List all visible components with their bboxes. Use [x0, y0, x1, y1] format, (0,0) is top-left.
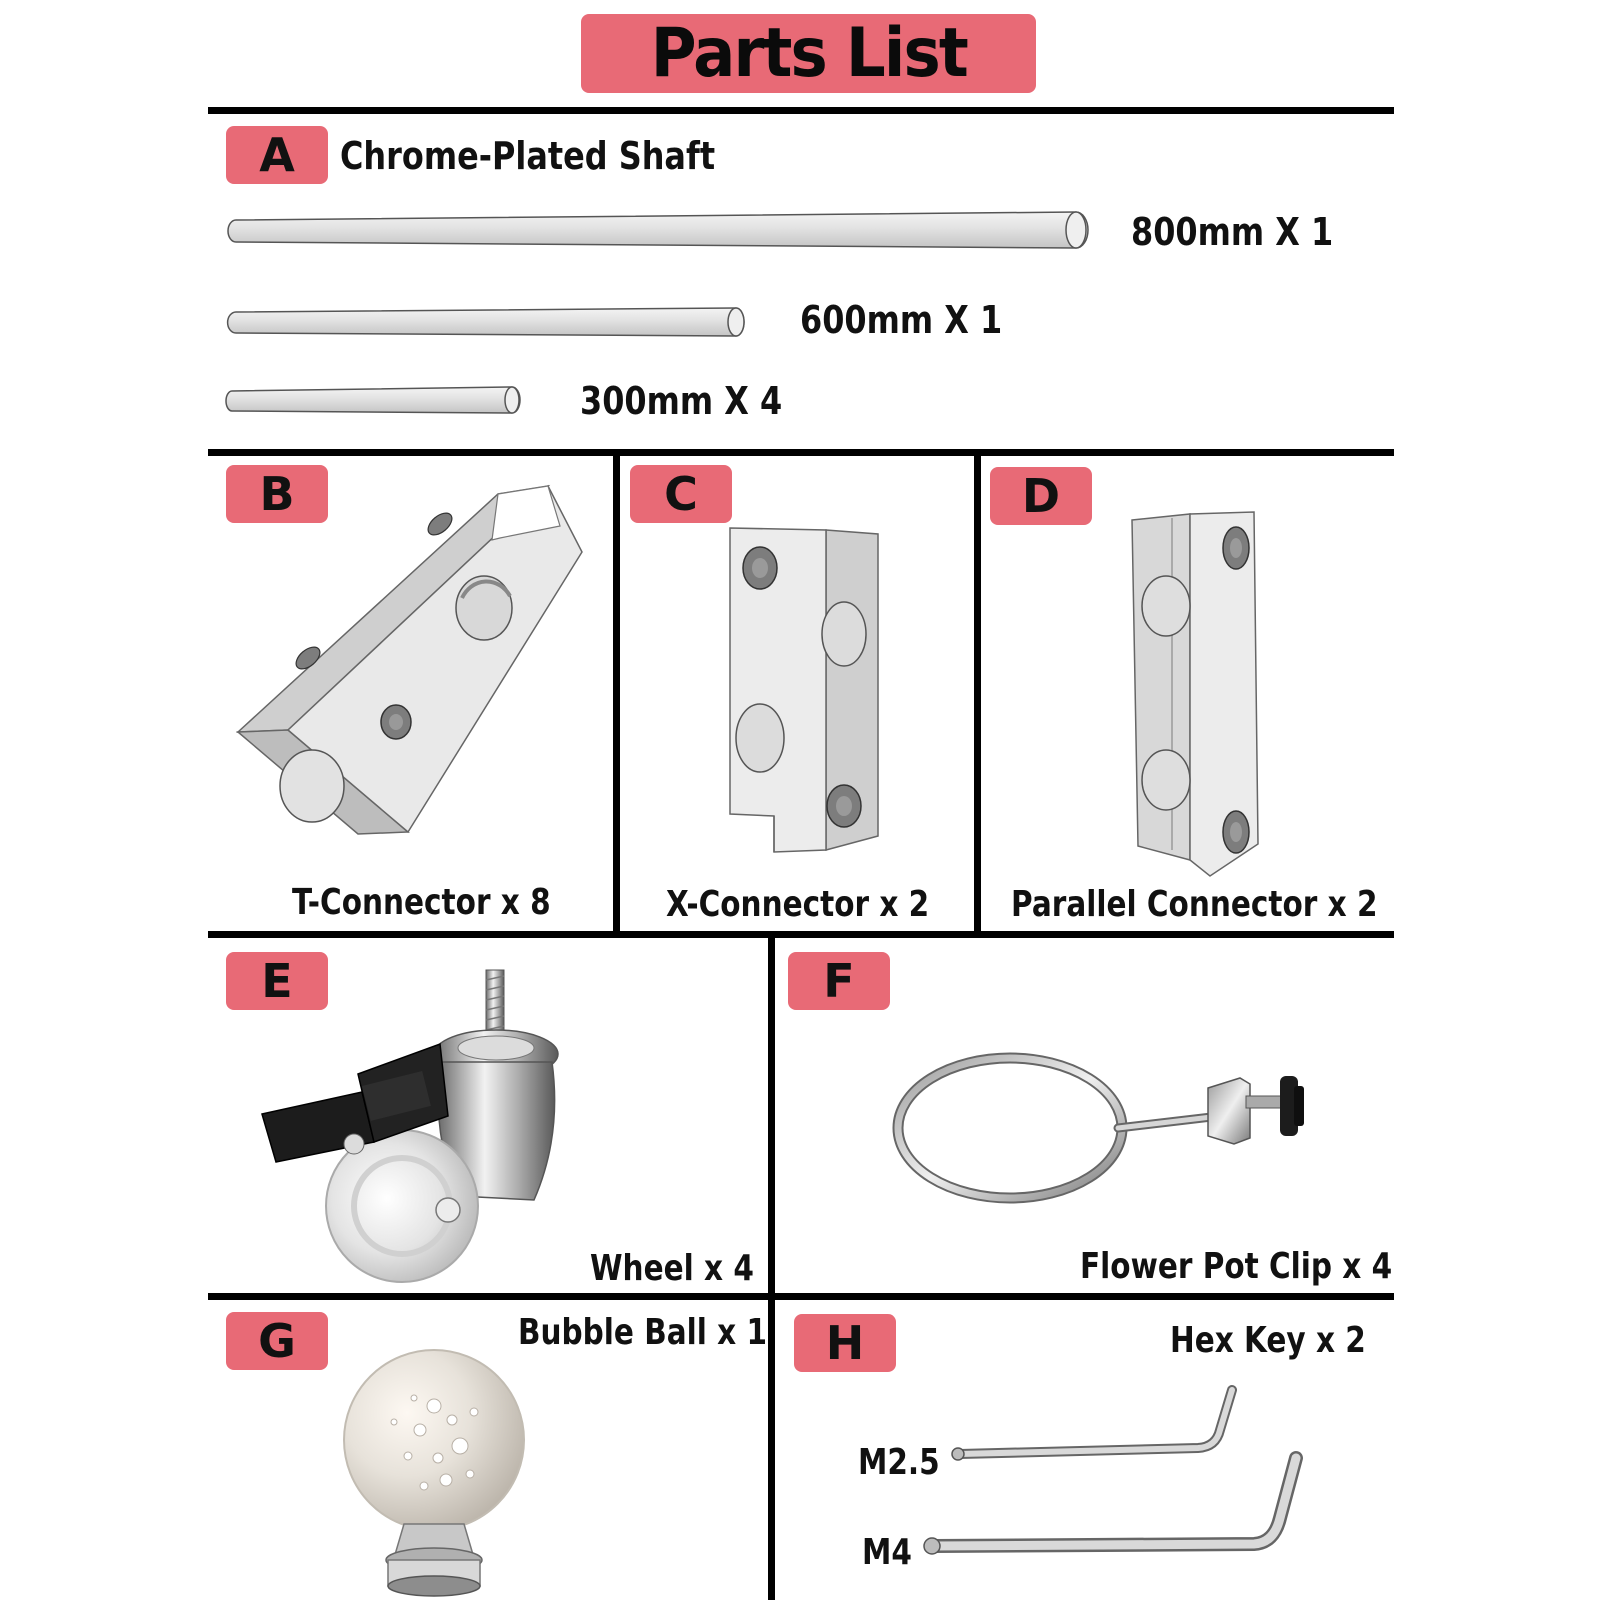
divider-e-f [768, 938, 775, 1600]
section-a-name: Chrome-Plated Shaft [340, 134, 716, 178]
shaft-800mm-label: 800mm X 1 [1131, 210, 1334, 254]
flower-pot-clip-image [890, 1048, 1330, 1208]
x-connector-image [726, 520, 886, 860]
t-connector-label: T-Connector x 8 [292, 882, 551, 923]
x-connector-label: X-Connector x 2 [666, 884, 930, 925]
page-title: Parts List [650, 14, 967, 93]
badge-h-letter: H [825, 1316, 865, 1370]
badge-b-letter: B [259, 467, 295, 521]
badge-c-letter: C [664, 467, 698, 521]
badge-g-letter: G [258, 1314, 296, 1368]
badge-d [990, 467, 1092, 525]
badge-d-letter: D [1021, 469, 1061, 523]
hex-key-m25-size: M2.5 [858, 1442, 940, 1483]
t-connector-image [230, 486, 590, 836]
wheel-image [262, 966, 572, 1286]
divider-ef-gh [208, 1293, 1394, 1300]
flower-pot-clip-label: Flower Pot Clip x 4 [1080, 1246, 1393, 1287]
shaft-600mm-image [228, 303, 748, 339]
parallel-connector-label: Parallel Connector x 2 [1011, 884, 1378, 925]
parallel-connector-image [1128, 510, 1268, 876]
divider-c-d [974, 456, 981, 931]
shaft-300mm-image [226, 384, 526, 416]
hex-key-label: Hex Key x 2 [1170, 1320, 1366, 1361]
bubble-ball-label: Bubble Ball x 1 [518, 1312, 767, 1353]
shaft-600mm-label: 600mm X 1 [800, 298, 1003, 342]
shaft-300mm-label: 300mm X 4 [580, 379, 783, 423]
shaft-800mm-image [228, 208, 1088, 252]
badge-c [630, 465, 732, 523]
badge-e-letter: E [261, 954, 293, 1008]
wheel-label: Wheel x 4 [590, 1248, 754, 1289]
bubble-ball-image [334, 1346, 534, 1600]
hex-key-m4-image [924, 1452, 1324, 1564]
badge-f [788, 952, 890, 1010]
badge-a [226, 126, 328, 184]
divider-b-c [613, 456, 620, 931]
badge-f-letter: F [823, 954, 855, 1008]
badge-h [794, 1314, 896, 1372]
divider-a-b [208, 449, 1394, 456]
badge-g [226, 1312, 328, 1370]
divider-bcd-ef [208, 931, 1394, 938]
divider-top [208, 107, 1394, 114]
title-banner [581, 14, 1036, 93]
hex-key-m4-size: M4 [862, 1532, 912, 1573]
badge-a-letter: A [259, 128, 295, 182]
